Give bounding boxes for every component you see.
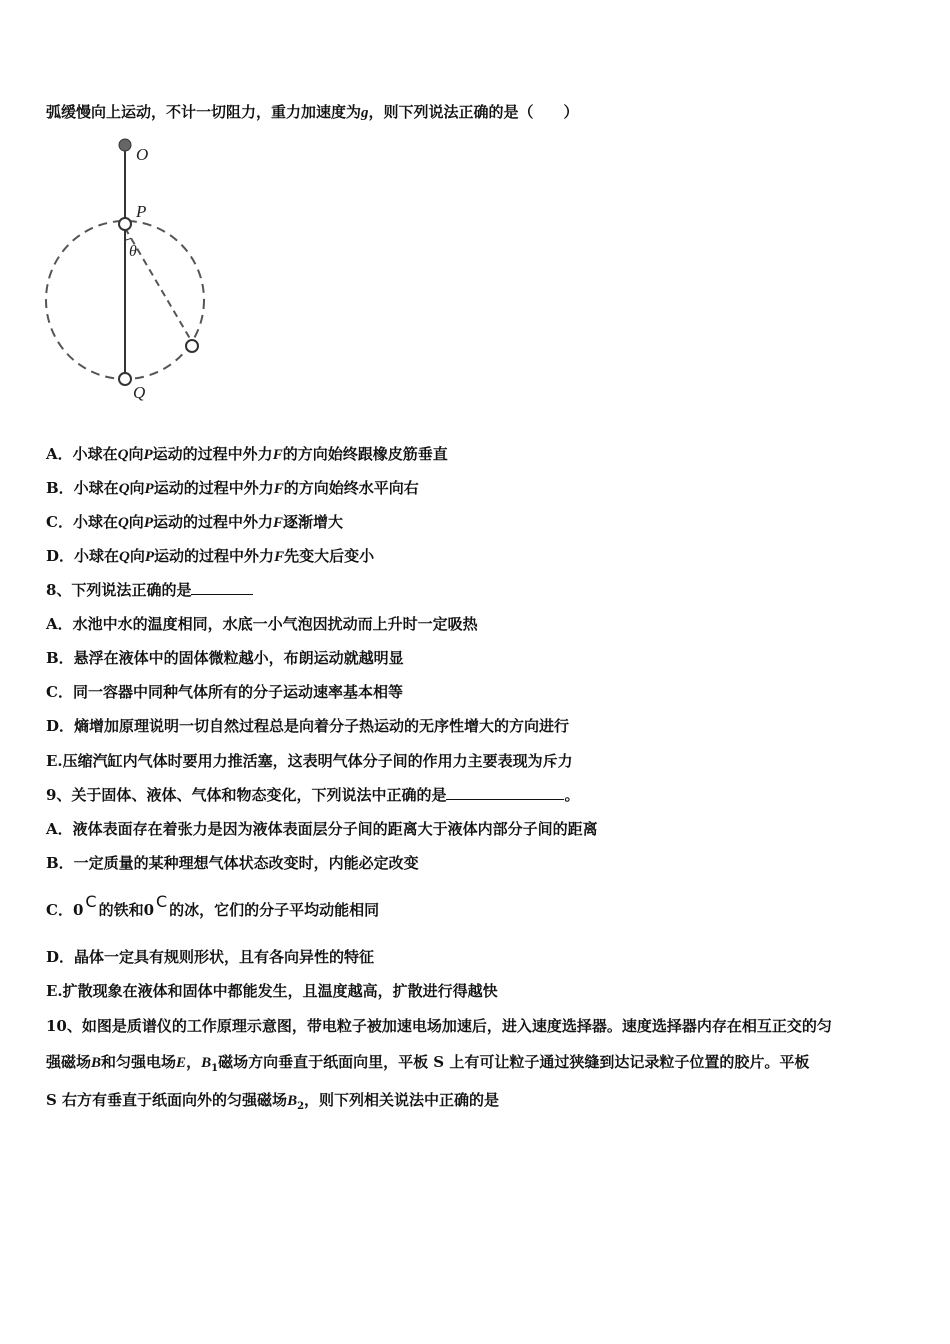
q8-option-e: E.压缩汽缸内气体时要用力推活塞，这表明气体分子间的作用力主要表现为斥力 (46, 752, 573, 770)
var-g: g (361, 105, 369, 121)
answer-blank (446, 785, 564, 800)
intro-text: 弧缓慢向上运动，不计一切阻力，重力加速度为 (46, 103, 362, 121)
celsius-symbol: C (156, 892, 168, 911)
q7-option-d: D．小球在Q向P运动的过程中外力F先变大后变小 (46, 547, 375, 565)
q8-option-d: D．熵增加原理说明一切自然过程总是向着分子热运动的无序性增大的方向进行 (46, 717, 570, 735)
q7-option-c: C．小球在Q向P运动的过程中外力F逐渐增大 (46, 513, 344, 531)
q9-option-e: E.扩散现象在液体和固体中都能发生，且温度越高，扩散进行得越快 (46, 982, 498, 1000)
q10-line1: 10、如图是质谱仪的工作原理示意图，带电粒子被加速电场加速后，进入速度选择器。速度选择器内存在相互正交的匀 (46, 1017, 832, 1035)
q9-option-c: C．0 C 的铁和0 C 的冰，它们的分子平均动能相同 (46, 892, 380, 919)
ball (186, 340, 198, 352)
q8-option-a: A．水池中水的温度相同，水底一小气泡因扰动而上升时一定吸热 (46, 615, 478, 633)
q8-option-c: C．同一容器中同种气体所有的分子运动速率基本相等 (46, 683, 403, 701)
q9-stem: 9、关于固体、液体、气体和物态变化，下列说法中正确的是 。 (46, 786, 580, 804)
celsius-symbol: C (85, 892, 97, 911)
label-p: P (136, 202, 147, 221)
label-q: Q (133, 383, 146, 402)
point-p (119, 218, 131, 230)
point-q (119, 373, 131, 385)
answer-blank (191, 580, 253, 595)
intro-text-end: ，则下列说法正确的是（ ） (368, 103, 579, 121)
q8-option-b: B．悬浮在液体中的固体微粒越小，布朗运动就越明显 (46, 649, 404, 667)
question-intro (46, 102, 579, 123)
q9-option-b: B．一定质量的某种理想气体状态改变时，内能必定改变 (46, 854, 419, 872)
pendulum-figure (40, 136, 220, 406)
q7-option-a: A．小球在Q向P运动的过程中外力F的方向始终跟橡皮筋垂直 (46, 445, 448, 463)
q9-option-a: A．液体表面存在着张力是因为液体表面层分子间的距离大于液体内部分子间的距离 (46, 820, 598, 838)
q10-line2: 强磁场B和匀强电场E，$B_1$磁场方向垂直于纸面向里，平板 S 上有可让粒子通过狭缝到达记录粒子位置的胶片。平板 (46, 1053, 810, 1074)
q8-stem: 8、下列说法正确的是 (46, 580, 253, 600)
pivot-o (119, 139, 131, 151)
q9-option-d: D．晶体一定具有规则形状，且有各向异性的特征 (46, 948, 375, 966)
q10-line3: S 右方有垂直于纸面向外的匀强磁场$B_2$，则下列相关说法中正确的是 (46, 1091, 500, 1112)
q7-option-b: B．小球在Q向P运动的过程中外力F的方向始终水平向右 (46, 479, 419, 497)
label-o: O (136, 145, 149, 164)
label-theta: θ (129, 243, 137, 260)
